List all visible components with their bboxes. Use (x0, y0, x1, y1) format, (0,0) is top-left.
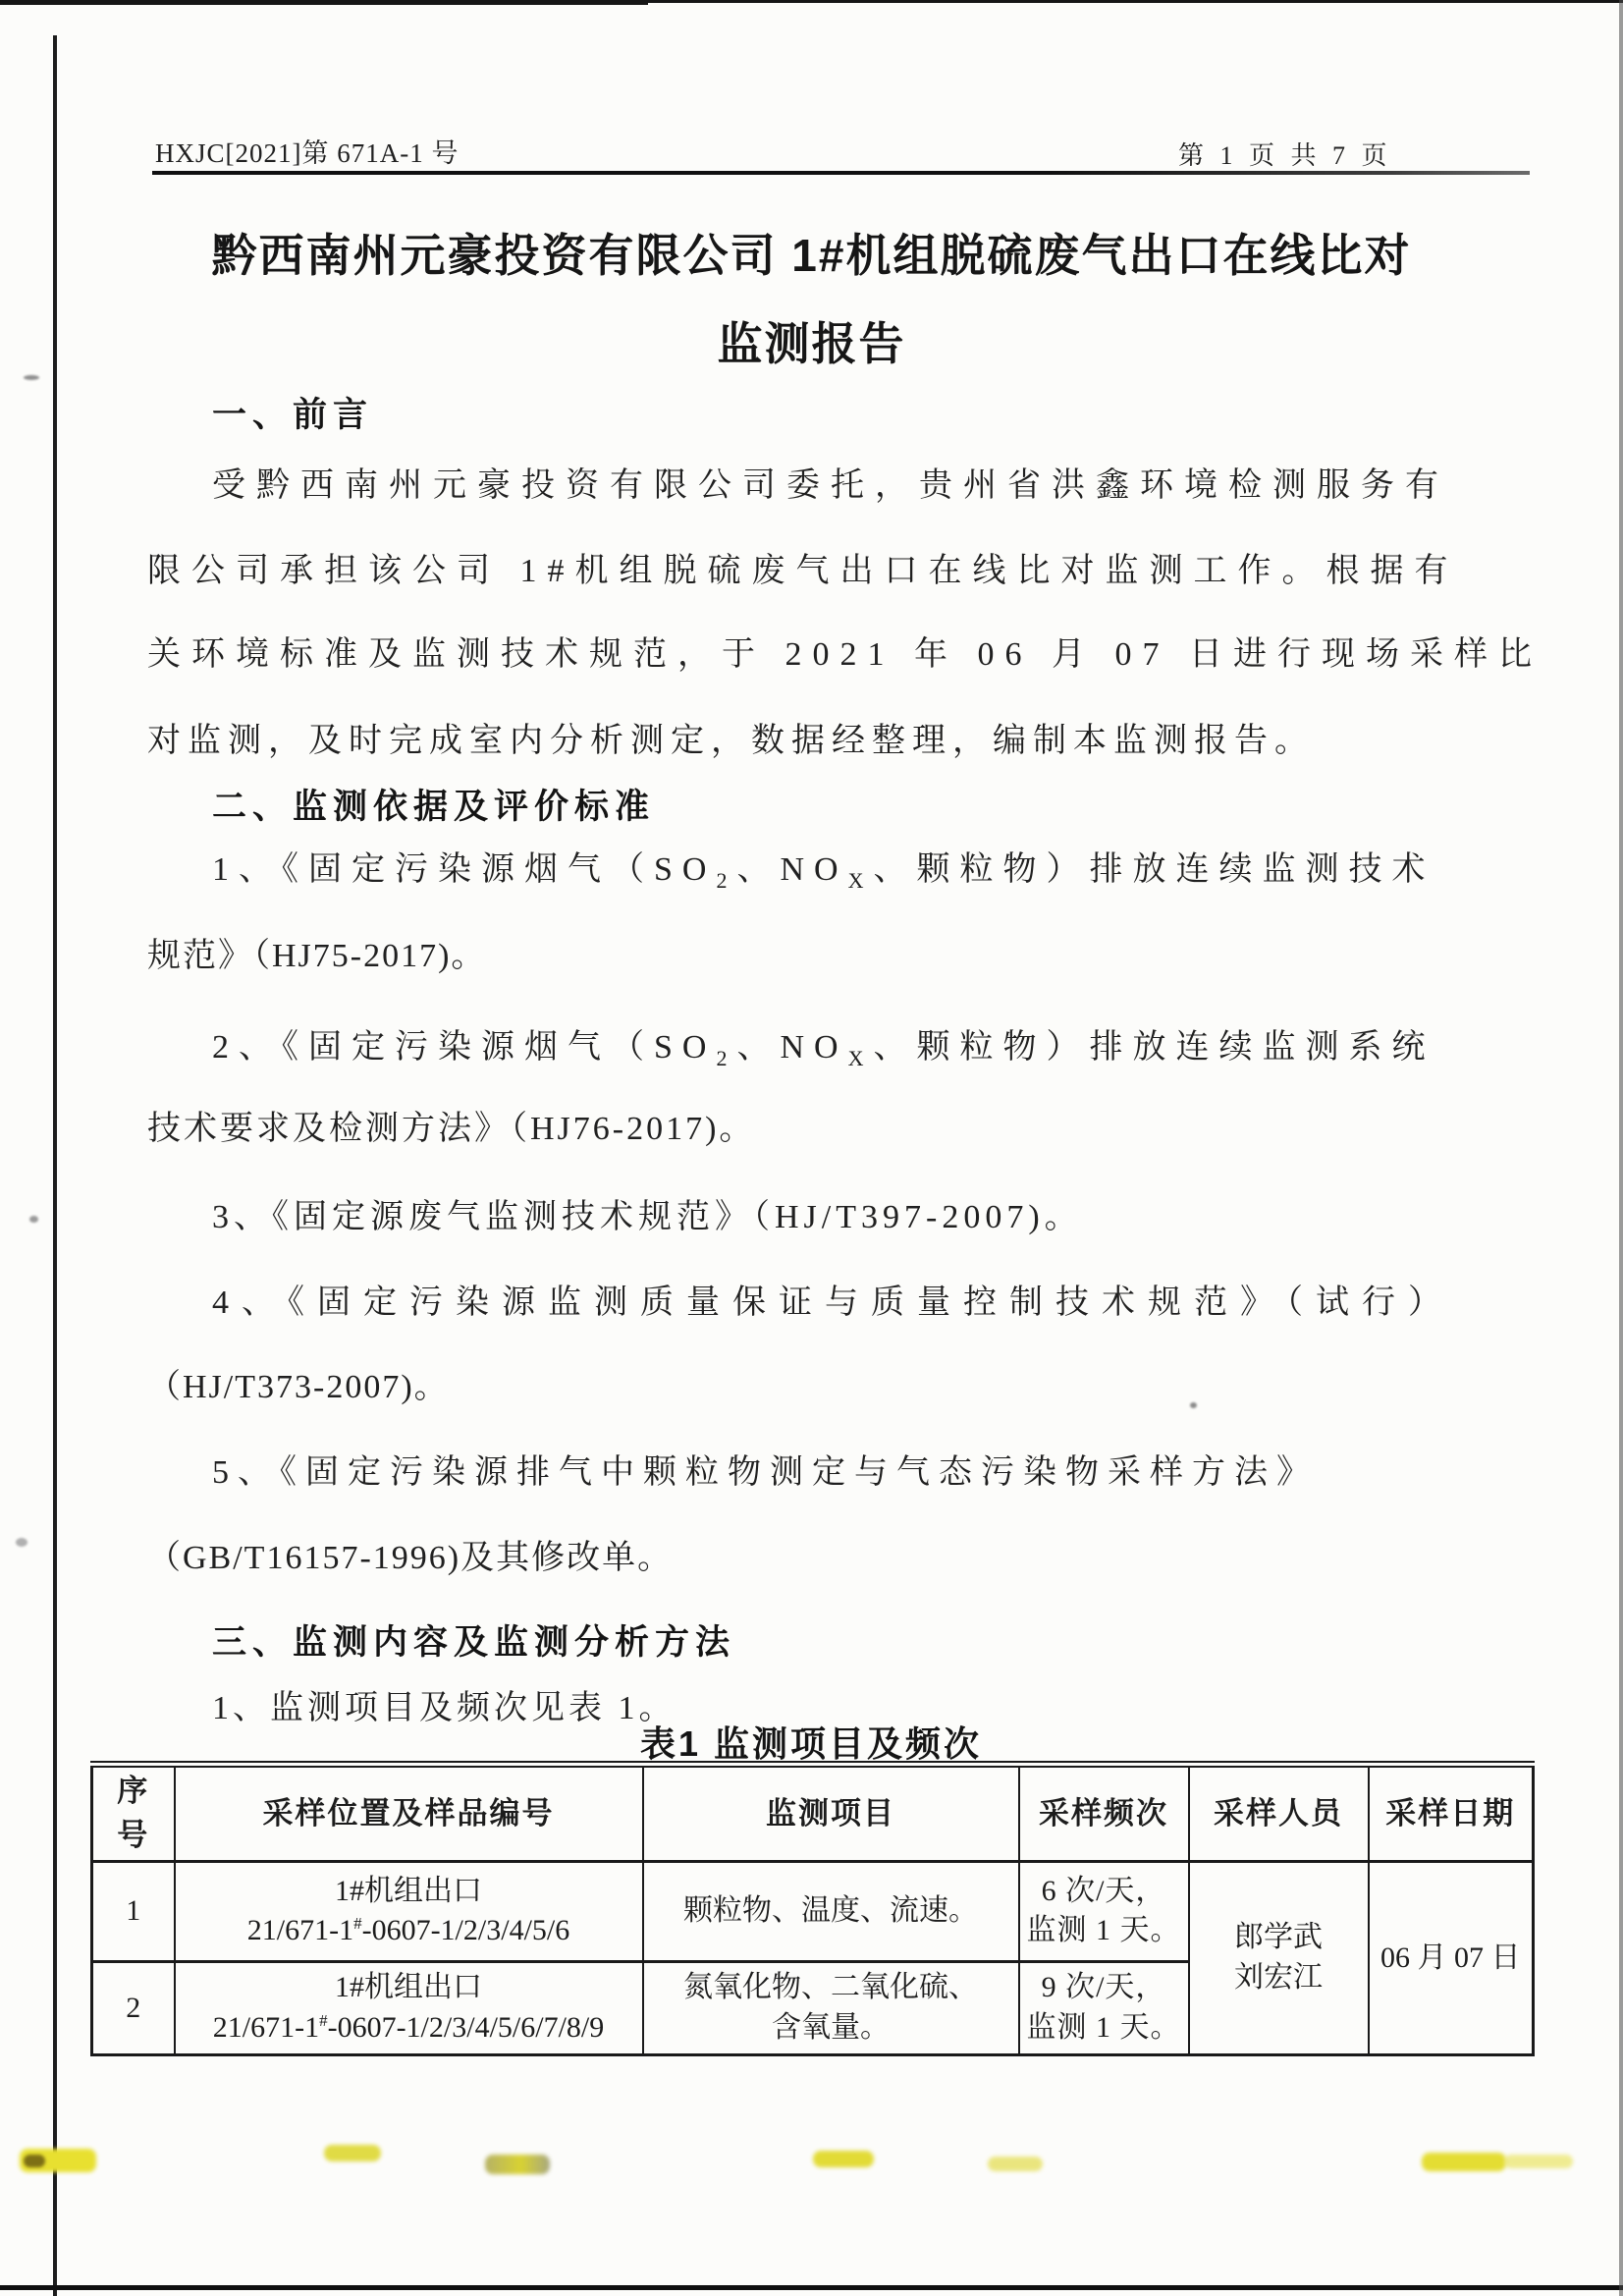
highlight-smudge (988, 2157, 1043, 2171)
basis-item-2-line-2: 技术要求及检测方法》（HJ76-2017)。 (147, 1111, 756, 1147)
table-header-row (92, 1765, 1534, 1862)
section-heading-preface: 一、前言 (212, 396, 374, 434)
cell-items: 颗粒物、温度、流速。 (643, 1861, 1019, 1961)
scan-edge-left (53, 35, 57, 2296)
highlight-smudge (324, 2145, 381, 2161)
preface-line: 对监测，及时完成室内分析测定，数据经整理，编制本监测报告。 (147, 723, 1315, 759)
location-name: 1#机组出口 (335, 1874, 482, 1907)
scan-speck (24, 375, 39, 380)
personnel-name: 郎学武 (1234, 1921, 1323, 1954)
scan-edge-bottom (0, 2285, 1623, 2290)
text-segment: 、NO (736, 1029, 848, 1066)
text-segment: -0607-1/2/3/4/5/6/7/8/9 (327, 2010, 605, 2044)
preface-line: 限公司承担该公司 1#机组脱硫废气出口在线比对监测工作。根据有 (147, 553, 1459, 589)
highlight-smudge (1504, 2155, 1573, 2168)
cell-frequency (1019, 1861, 1189, 1961)
cell-seq: 2 (92, 1961, 175, 2054)
subscript-2: 2 (716, 1045, 737, 1070)
basis-item-1-line-2: 规范》（HJ75-2017)。 (147, 938, 487, 974)
text-segment: -0607-1/2/3/4/5/6 (361, 1914, 570, 1947)
cell-date: 06 月 07 日 (1369, 1861, 1534, 2054)
basis-item-4-line-2: （HJ/T373-2007)。 (147, 1369, 450, 1405)
personnel-name: 刘宏江 (1234, 1960, 1323, 1994)
basis-item-5-line-1: 5、《固定污染源排气中颗粒物测定与气态污染物采样方法》 (212, 1454, 1319, 1491)
table-title: 表1 监测项目及频次 (639, 1723, 983, 1764)
scan-speck (16, 1538, 27, 1547)
subscript-x: X (847, 867, 874, 893)
frequency-line: 监测 1 天。 (1026, 2010, 1181, 2044)
col-header-seq (92, 1765, 175, 1862)
text-segment: 1、《固定污染源烟气（SO (212, 851, 717, 888)
col-header-items: 监测项目 (643, 1765, 1019, 1862)
cell-items (643, 1961, 1019, 2054)
section-heading-content: 三、监测内容及监测分析方法 (212, 1623, 736, 1662)
basis-item-1-line-1 (147, 842, 1606, 894)
scan-speck (1190, 1402, 1197, 1408)
sample-code (180, 2008, 638, 2049)
section-heading-basis: 二、监测依据及评价标准 (212, 788, 656, 826)
location-name: 1#机组出口 (335, 1971, 482, 2004)
highlight-smudge (813, 2151, 874, 2167)
content-intro-line: 1、监测项目及频次见表 1。 (212, 1690, 676, 1726)
col-header-personnel: 采样人员 (1189, 1765, 1369, 1862)
superscript-hash: # (319, 2010, 328, 2030)
header-rule (152, 171, 1530, 175)
basis-item-3: 3、《固定源废气监测技术规范》（HJ/T397-2007)。 (212, 1199, 1083, 1235)
cell-frequency (1019, 1961, 1189, 2054)
text-segment: 2、《固定污染源烟气（SO (212, 1029, 717, 1066)
scan-edge-top-left (0, 0, 648, 5)
cell-personnel (1189, 1861, 1369, 2054)
text-segment: 、颗粒物）排放连续监测技术 (873, 851, 1435, 888)
page-indicator: 第 1 页 共 7 页 (1178, 141, 1392, 170)
basis-item-5-line-2: （GB/T16157-1996)及其修改单。 (147, 1540, 674, 1576)
col-header-location: 采样位置及样品编号 (175, 1765, 643, 1862)
text-segment: 、NO (736, 851, 848, 888)
col-header-frequency: 采样频次 (1019, 1765, 1189, 1862)
sample-code (180, 1911, 638, 1951)
highlight-smudge (485, 2155, 550, 2174)
subscript-2: 2 (716, 867, 737, 893)
text-segment: 21/671-1 (212, 2010, 320, 2044)
cell-location (175, 1861, 643, 1961)
table-row (92, 1861, 1534, 1961)
report-title-line1: 黔西南州元豪投资有限公司 1#机组脱硫废气出口在线比对 (211, 230, 1412, 281)
highlight-smudge (1422, 2153, 1506, 2171)
basis-item-2-line-1 (147, 1019, 1606, 1071)
frequency-line: 9 次/天， (1041, 1971, 1166, 2004)
report-title-line2: 监测报告 (717, 318, 906, 369)
preface-line: 受黔西南州元豪投资有限公司委托，贵州省洪鑫环境检测服务有 (212, 467, 1449, 504)
highlight-smudge-dark-spot (24, 2155, 45, 2167)
superscript-hash: # (353, 1914, 362, 1934)
frequency-line: 监测 1 天。 (1026, 1914, 1181, 1947)
text-segment: 、颗粒物）排放连续监测系统 (873, 1029, 1435, 1066)
col-header-seq-label: 序号 (117, 1774, 150, 1852)
monitoring-frequency-table (90, 1761, 1535, 2056)
items-line: 含氧量。 (772, 2010, 890, 2044)
basis-item-4-line-1: 4、《固定污染源监测质量保证与质量控制技术规范》（试行） (212, 1285, 1454, 1321)
preface-line: 关环境标准及监测技术规范，于 2021 年 06 月 07 日进行现场采样比 (147, 636, 1542, 673)
frequency-line: 6 次/天， (1041, 1874, 1166, 1907)
cell-location (175, 1961, 643, 2054)
items-line: 氮氧化物、二氧化硫、 (683, 1971, 978, 2004)
cell-seq: 1 (92, 1861, 175, 1961)
subscript-x: X (847, 1045, 874, 1070)
document-number: HXJC[2021]第 671A-1 号 (155, 138, 460, 168)
scan-speck (29, 1216, 38, 1223)
text-segment: 21/671-1 (246, 1914, 354, 1947)
col-header-date: 采样日期 (1369, 1765, 1534, 1862)
